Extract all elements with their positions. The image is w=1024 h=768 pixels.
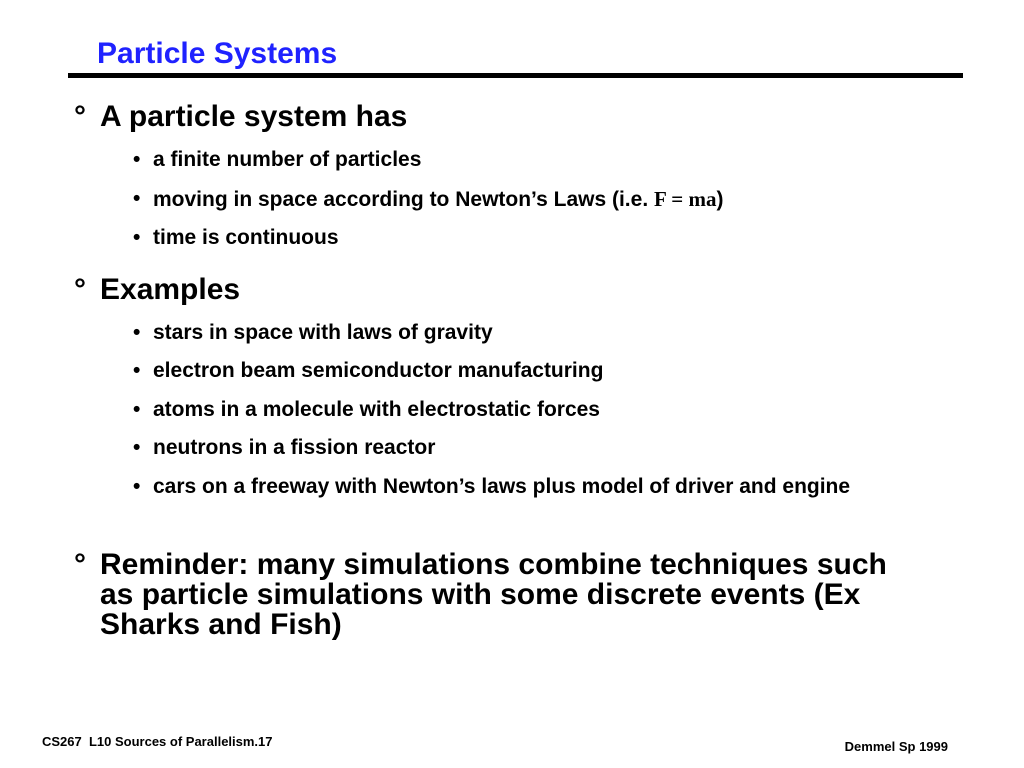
- bullet-reminder: [74, 548, 920, 641]
- sub-marker-icon: •: [133, 226, 141, 249]
- sub-bullet-text: time is continuous: [153, 226, 339, 249]
- formula-f-equals-ma: F = ma: [654, 187, 717, 211]
- sub-bullet-text: atoms in a molecule with electrostatic forces: [153, 398, 600, 421]
- slide-title: Particle Systems: [97, 37, 338, 70]
- bullet-marker-icon: °: [74, 100, 86, 133]
- sub-bullet: [133, 320, 943, 346]
- sub-bullet-text: electron beam semiconductor manufacturing: [153, 359, 604, 382]
- title-divider: [68, 73, 963, 78]
- sub-bullet-text: moving in space according to Newton’s Laws (i.e.: [153, 188, 654, 211]
- bullet-particle-system: [74, 100, 960, 133]
- sub-bullet: [133, 358, 943, 384]
- bullet-marker-icon: °: [74, 273, 86, 306]
- sub-marker-icon: •: [133, 359, 141, 382]
- sub-bullet-text: a finite number of particles: [153, 148, 422, 171]
- footer-author-label: Demmel Sp 1999: [844, 739, 948, 754]
- sub-bullet-text: stars in space with laws of gravity: [153, 321, 493, 344]
- sub-bullet: [133, 225, 943, 251]
- formula-close-paren: ): [716, 188, 724, 211]
- sub-bullet: [133, 147, 943, 173]
- sub-bullet: [133, 474, 943, 500]
- bullet-heading: A particle system has: [100, 100, 408, 133]
- sub-marker-icon: •: [133, 187, 141, 210]
- sub-bullet: [133, 397, 943, 423]
- sub-marker-icon: •: [133, 398, 141, 421]
- bullet-examples: [74, 273, 960, 306]
- sub-bullet: [133, 435, 943, 461]
- sub-marker-icon: •: [133, 475, 141, 498]
- sub-marker-icon: •: [133, 436, 141, 459]
- bullet-heading: Examples: [100, 273, 241, 306]
- sub-marker-icon: •: [133, 148, 141, 171]
- bullet-heading: Reminder: many simulations combine techniques such as particle simulations with some discrete events (Ex Sharks and Fish): [100, 548, 887, 641]
- sub-bullet-text: cars on a freeway with Newton’s laws plus model of driver and engine: [153, 475, 851, 498]
- sub-bullet-text: neutrons in a fission reactor: [153, 436, 436, 459]
- sub-bullet: [133, 186, 943, 213]
- footer-course-label: CS267 L10 Sources of Parallelism.17: [42, 734, 273, 749]
- sub-marker-icon: •: [133, 321, 141, 344]
- bullet-marker-icon: °: [74, 548, 86, 581]
